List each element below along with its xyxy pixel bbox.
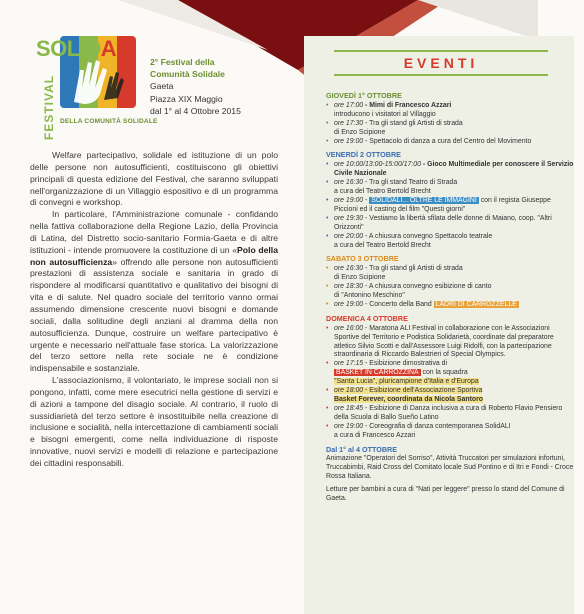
festival-dates: dal 1° al 4 Ottobre 2015 xyxy=(150,105,241,116)
festival-city: Gaeta xyxy=(150,81,174,92)
event-item: • ore 16:30 - Tra gli stand gli Artisti di strada di Enzo Scipione xyxy=(326,265,574,283)
event-item: • ore 19:30 - Vestiamo la libertà sfilata delle donne di Maiano, coop. "Altri Orizzonti" xyxy=(326,215,574,233)
event-item: • ore 17:30 - Tra gli stand gli Artisti di strada di Enzo Scipione xyxy=(326,120,574,138)
event-item: • ore 18:00 - Esibizione dell'Associazione Sportiva Basket Forever, coordinata da Nicola Santoro xyxy=(326,387,574,405)
day-domenica xyxy=(326,315,574,441)
festival-place: Piazza XIX Maggio xyxy=(150,93,223,104)
festival-info xyxy=(150,56,241,117)
day-giovedi xyxy=(326,92,574,146)
day-heading: Dal 1° al 4 OTTOBRE xyxy=(326,444,398,454)
day-venerdi xyxy=(326,151,574,250)
day-heading: DOMENICA 4 OTTOBRE xyxy=(326,313,408,323)
event-item: • ore 16:00 - Maratona ALI Festival in collaborazione con le Associazioni Sportive del Territorio e Podistica Solidarietà, coordinate dal preparatore atletico Silvio Scotti e dall'Assessore Luigi Ridolfi, con la partecipazione straordinaria di Riccardo Balestrieri of Special Olympics. xyxy=(326,325,574,361)
logo-title: SOLIDALI xyxy=(36,36,135,61)
event-text: Letture per bambini a cura di "Nati per leggere" presso lo stand del Comune di Gaeta. xyxy=(326,486,565,503)
event-item: • ore 19:00 - SOLIDALI... OLTRE LE IMMAGINI con il regista Giuseppe Piccioni ed il casting del film "Questi giorni" xyxy=(326,197,574,215)
logo-festival-text: FESTIVAL xyxy=(42,74,56,140)
festival-title-line1: 2° Festival della xyxy=(150,57,215,67)
body-text xyxy=(30,150,278,470)
event-item: • ore 17:15 - Esibizione dimostrativa di BASKET IN CARROZZINA con la squadra "Santa Lucia", pluricampione d'Italia e d'Europa xyxy=(326,360,574,387)
day-heading: SABATO 3 OTTOBRE xyxy=(326,254,399,264)
events-heading: EVENTI xyxy=(334,50,548,76)
paragraph-2: In particolare, l'Amministrazione comunale - confidando nella fattiva collaborazione della Regione Lazio, della Provincia di Latina, del Distretto socio-sanitario Formia-Gaeta e di altre istituzioni - intende promuovere la costituzione di un «Polo della non autosufficienza» offrendo alle persone non autosufficienti prestazioni di assistenza sociale e sanitaria in grado di rispondere al modificarsi quantitativo e qualitativo dei bisogni di vita e di salute. Nel quadro sociale del territorio vanno ormai assumendo dimensione crescente nuovi bisogni e domande sociali, dalla solitudine degli anziani al dramma della non autosufficienza. Dunque, costruire un welfare partecipativo è urgente e necessario nell'attuale fase storica. La valorizzazione del terzo settore nella rete sociale ne è condizione indispensabile e sostanziale. xyxy=(30,209,279,374)
event-item: • ore 16:30 - Tra gli stand Teatro di Strada a cura del Teatro Bertold Brecht xyxy=(326,179,574,197)
event-item: • ore 19:00 - Spettacolo di danza a cura del Centro del Movimento xyxy=(326,138,574,147)
day-heading: GIOVEDÌ 1° OTTOBRE xyxy=(326,91,402,100)
day-all xyxy=(326,446,574,504)
events-list xyxy=(326,92,574,509)
event-item: • ore 17:00 - Mimi di Francesco Azzari introducono i visitatori al Villaggio xyxy=(326,102,574,120)
day-sabato xyxy=(326,255,574,309)
paragraph-1: Welfare partecipativo, solidale ed istituzione di un polo delle persone non autosufficienti, costituiscono gli obiettivi principali di questa edizione del Festival, che saranno sviluppati nell'organizzazione di un Villaggio espositivo e di un programma di convegni e workshop. xyxy=(30,150,278,208)
event-item: • ore 20:00 - A chiusura convegno Spettacolo teatrale a cura del Teatro Bertold Brecht xyxy=(326,233,574,251)
event-item: • ore 10:00/13:00-15:00/17:00 - Gioco Multimediale per conoscere il Servizio Civile Nazionale xyxy=(326,161,574,179)
event-item: • ore 18:30 - A chiusura convegno esibizione di canto di "Antonino Meschino" xyxy=(326,283,574,301)
logo-subtitle: DELLA COMUNITÀ SOLIDALE xyxy=(60,118,158,125)
events-panel xyxy=(304,36,574,614)
festival-title-line2: Comunità Solidale xyxy=(150,69,225,80)
event-item: • ore 19:00 - Coreografia di danza contemporanea SolidALI a cura di Francesco Azzari xyxy=(326,423,574,441)
event-text: Animazione "Operatori del Sorriso", Attività Truccatori per simulazioni infortuni, Truccabimbi, Raid Cross del Comitato locale Sud Pontino e di Itri e Fondi - Croce Rossa Italiana. xyxy=(326,455,574,481)
event-item: • ore 19:00 - Concerto della Band LADRI DI CARROZZELLE xyxy=(326,301,574,310)
event-item: • ore 18:45 - Esibizione di Danza inclusiva a cura di Roberto Flavio Pensiero della Scuola di Ballo Sueño Latino xyxy=(326,405,574,423)
day-heading: VENERDÌ 2 OTTOBRE xyxy=(326,150,401,160)
paragraph-3: L'associazionismo, il volontariato, le imprese sociali non si pongono, infatti, come mere esecutrici nella gestione di servizi e di azioni a tampone del disagio sociale. Al contrario, il ruolo di sussidiarietà del terzo settore è insostituibile nella creazione di inclusione e socialità, nella intercettazione di cambiamenti sociali e bisogni emergenti, come nella individuazione di risposte innovative, nuovi servizi e modelli di relazione e partecipazione dei cittadini responsabili. xyxy=(30,375,278,468)
solidali-logo xyxy=(22,22,158,140)
